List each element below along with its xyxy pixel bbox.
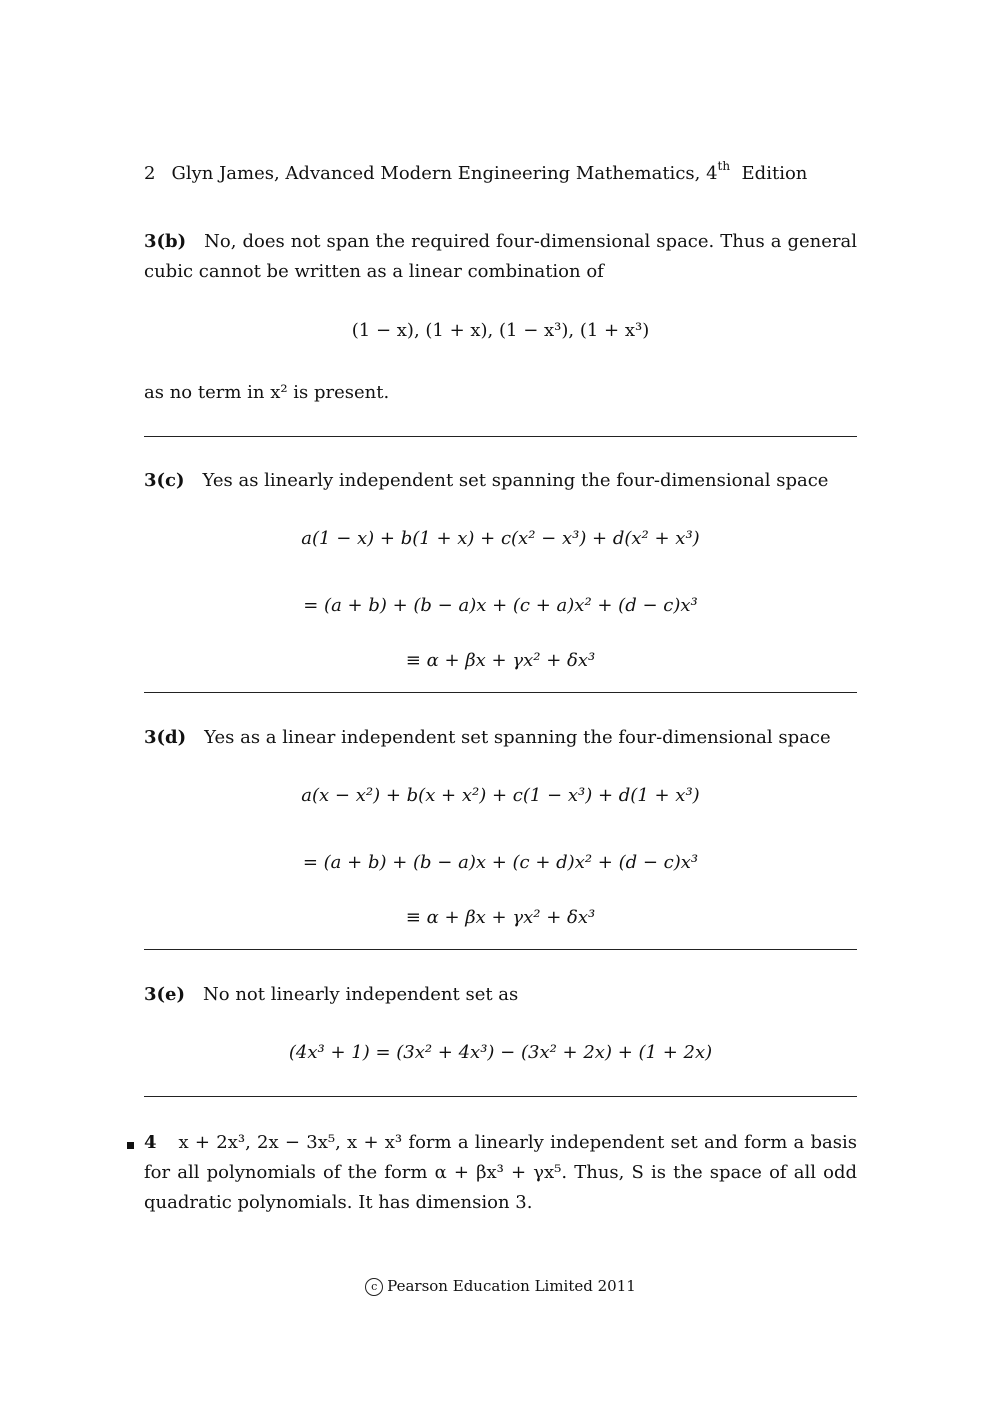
section-3d-equation-2: = (a + b) + (b − a)x + (c + d)x² + (d − c)x³	[302, 852, 699, 873]
divider-1	[144, 436, 857, 437]
copyright-footer	[144, 1277, 857, 1296]
page-number: 2	[144, 163, 156, 184]
section-3e-body: No not linearly independent set as	[203, 984, 519, 1005]
section-4-body: x + 2x³, 2x − 3x⁵, x + x³ form a linearly independent set and form a basis for all polynomials of the form α + βx³ + γx⁵. Thus, S is the space of all odd quadratic polynomials. It has dimension 3.	[144, 1132, 857, 1213]
divider-3	[144, 949, 857, 950]
edition-label: Edition	[741, 163, 808, 184]
section-3e-text	[144, 980, 857, 1010]
section-3c-text	[144, 466, 857, 496]
section-3c-body: Yes as linearly independent set spanning the four-dimensional space	[202, 470, 829, 491]
section-3e-equation: (4x³ + 1) = (3x² + 4x³) − (3x² + 2x) + (1 + 2x)	[288, 1042, 713, 1063]
section-3b-after-text: as no term in x² is present.	[144, 382, 390, 403]
section-3c-label: 3(c)	[144, 470, 185, 491]
book-title: Glyn James, Advanced Modern Engineering Mathematics, 4	[171, 163, 718, 184]
section-3c-equation-3: ≡ α + βx + γx² + δx³	[405, 650, 596, 671]
section-3c-equation-2: = (a + b) + (b − a)x + (c + a)x² + (d − c)x³	[303, 595, 698, 616]
section-3d-label: 3(d)	[144, 727, 187, 748]
section-3b-equation: (1 − x), (1 + x), (1 − x³), (1 + x³)	[351, 320, 650, 341]
copyright-text: Pearson Education Limited 2011	[387, 1277, 636, 1295]
section-3d-equation-1: a(x − x²) + b(x + x²) + c(1 − x³) + d(1 + x³)	[301, 785, 700, 806]
copyright-icon: c	[365, 1278, 383, 1296]
page-header	[144, 159, 807, 184]
section-3b-body: No, does not span the required four-dimensional space. Thus a general cubic cannot be written as a linear combination of	[144, 231, 857, 282]
section-3c-equation-1: a(1 − x) + b(1 + x) + c(x² − x³) + d(x² + x³)	[301, 528, 700, 549]
divider-4	[144, 1096, 857, 1097]
section-3b-label: 3(b)	[144, 231, 187, 252]
section-3d-equation-3: ≡ α + βx + γx² + δx³	[405, 907, 596, 928]
divider-2	[144, 692, 857, 693]
section-3e-label: 3(e)	[144, 984, 186, 1005]
edition-ordinal: th	[717, 159, 731, 173]
section-3d-body: Yes as a linear independent set spanning the four-dimensional space	[204, 727, 831, 748]
section-3b-text	[144, 227, 857, 287]
section-3d-text	[144, 723, 857, 753]
page	[144, 0, 857, 1404]
margin-bullet-marker	[127, 1142, 134, 1149]
section-4-label: 4	[144, 1132, 157, 1153]
section-4-text	[144, 1128, 857, 1218]
